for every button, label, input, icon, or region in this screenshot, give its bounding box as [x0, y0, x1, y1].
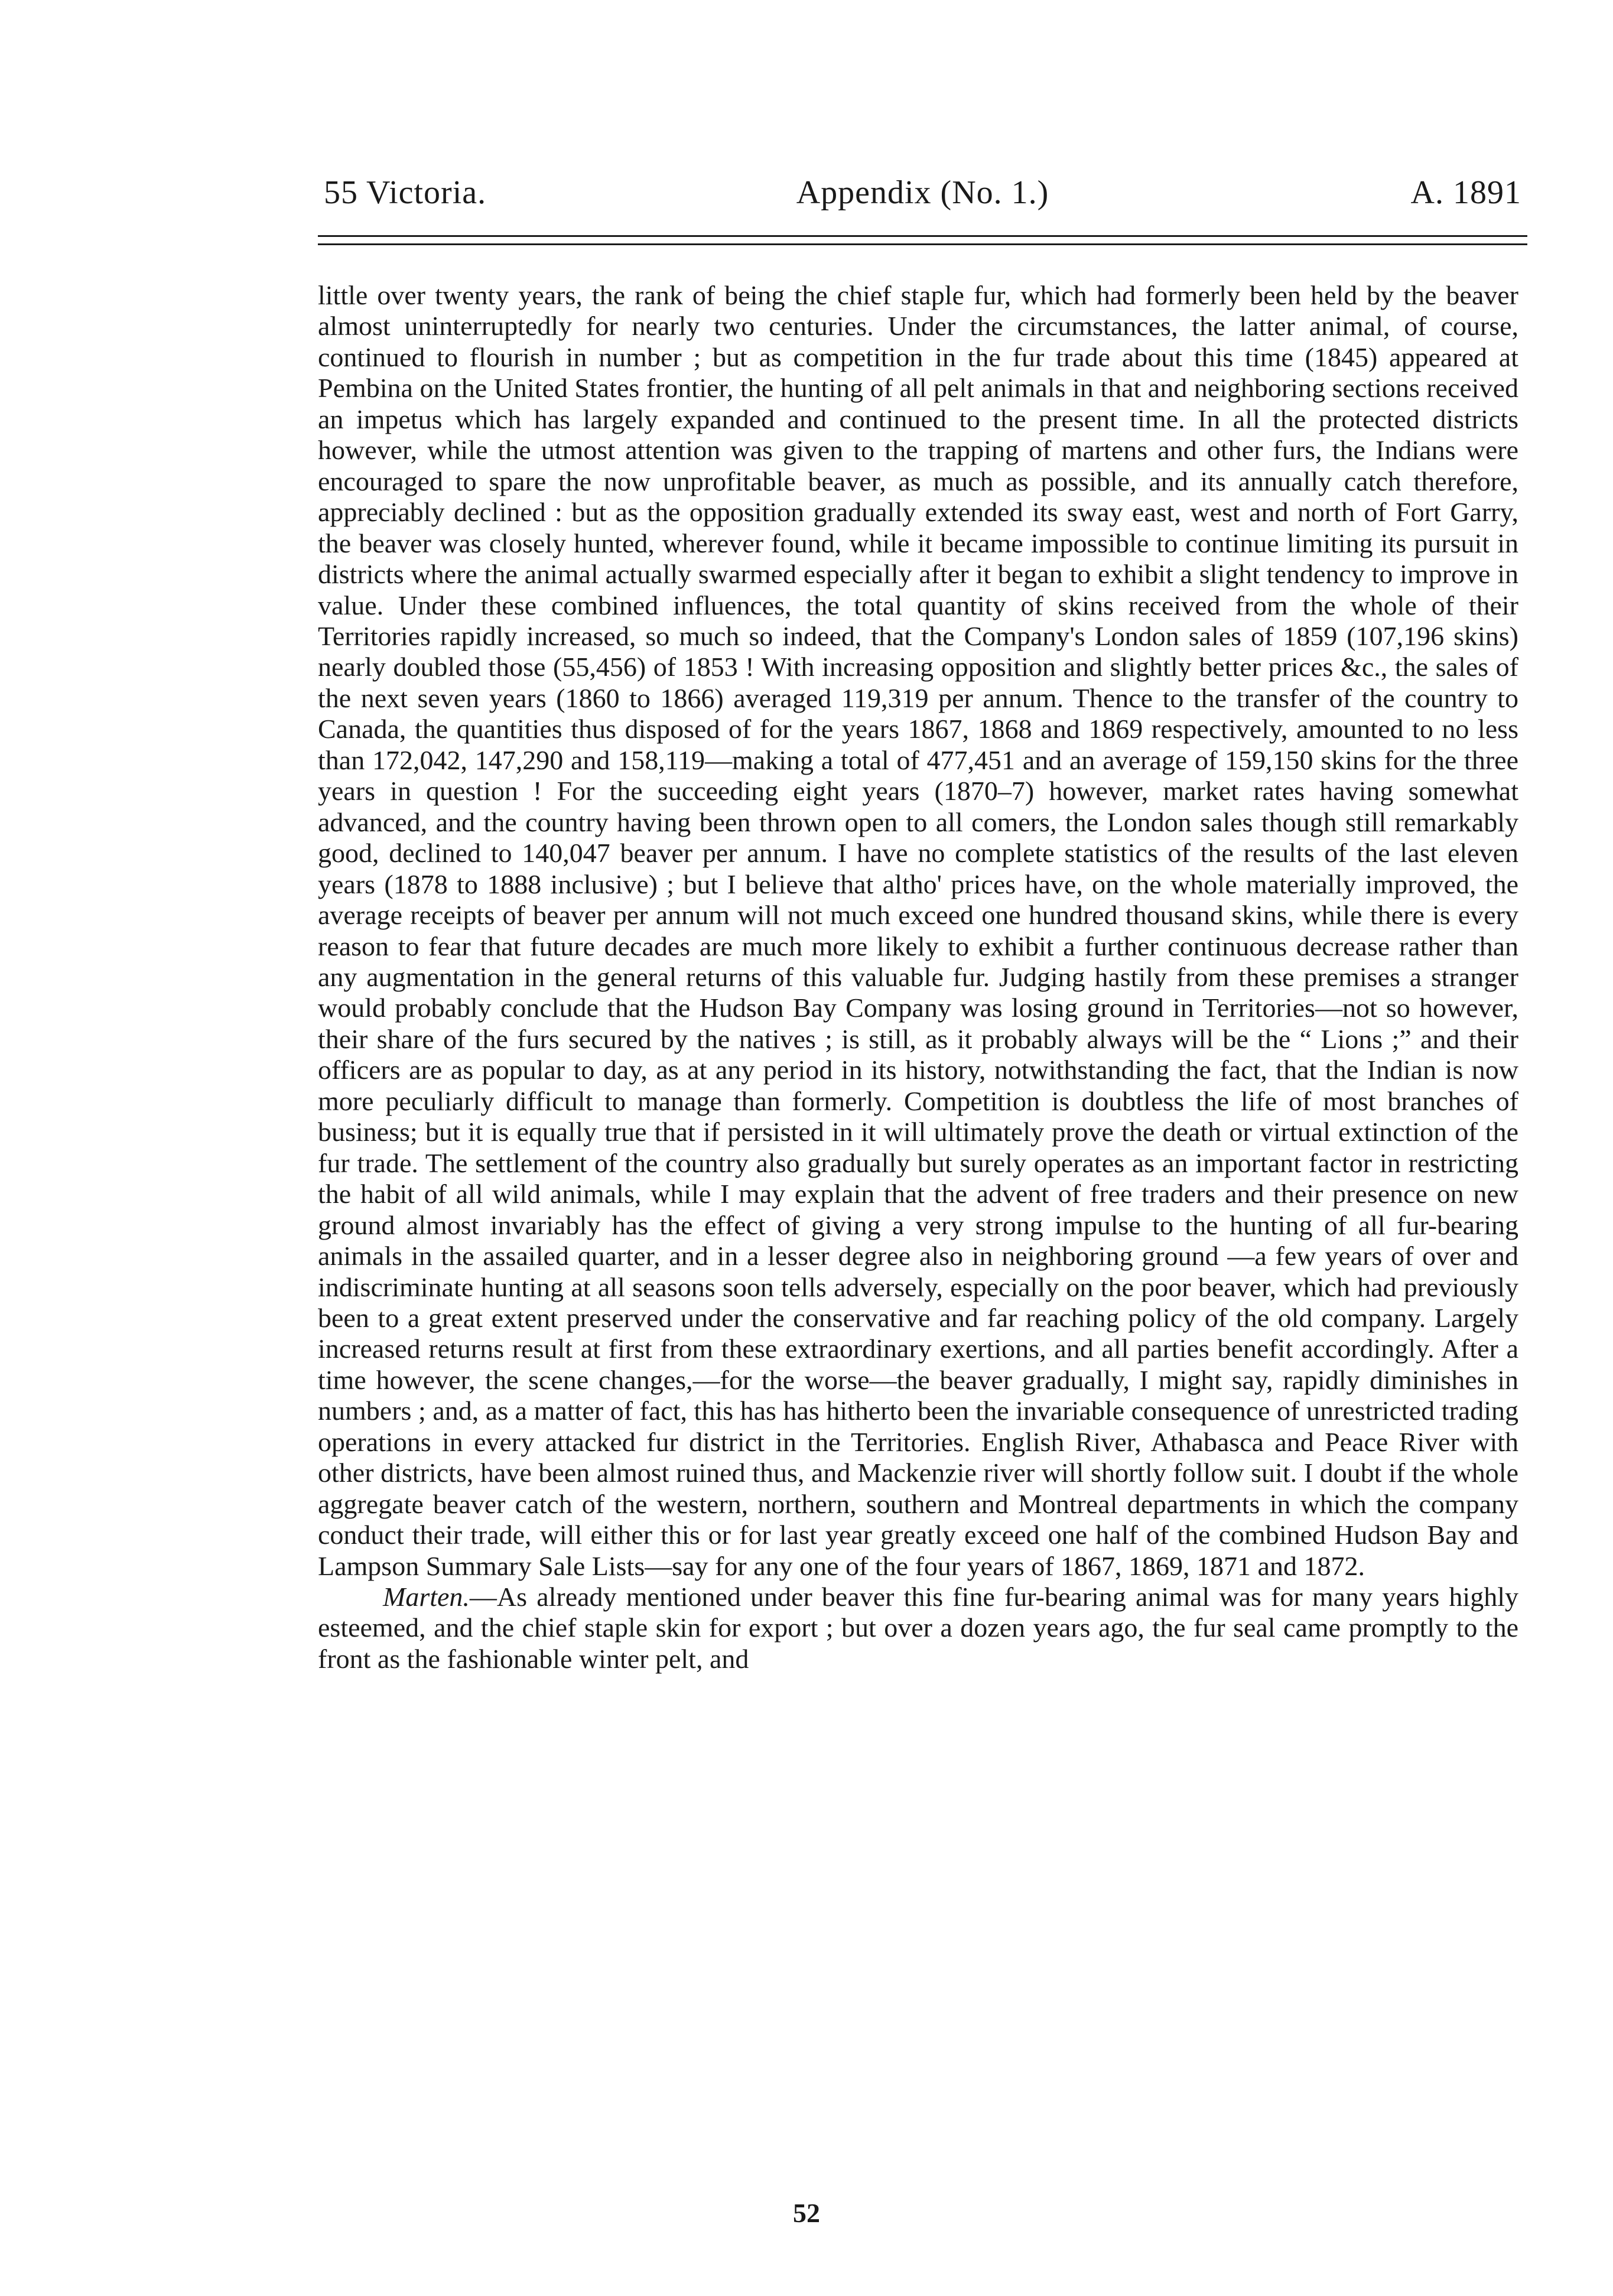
paragraph-beaver: little over twenty years, the rank of being the chief staple fur, which had formerly been held by the beaver almost uninterruptedly for nearly two centuries. Under the circumstances, the latter animal, of course, continued to flourish in number ; but as competition in the fur trade about this time (1845) appeared at Pembina on the United States frontier, the hunting of all pelt animals in that and neighboring sections received an impetus which has largely expanded and continued to the present time. In all the protected districts however, while the utmost attention was given to the trapping of martens and other furs, the Indians were encouraged to spare the now unprofitable beaver, as much as possible, and its annually catch therefore, appreciably declined : but as the opposition gradually extended its sway east, west and north of Fort Garry, the beaver was closely hunted, wherever found, while it became impossible to continue limiting its pursuit in districts where the animal actually swarmed especially after it began to exhibit a slight tendency to improve in value. Under these combined influences, the total quantity of skins received from the whole of their Territories rapidly increased, so much so indeed, that the Company's London sales of 1859 (107,196 skins) nearly doubled those (55,456) of 1853 ! With increasing opposition and slightly better prices &c., the sales of the next seven years (1860 to 1866) averaged 119,319 per annum. Thence to the transfer of the country to Canada, the quantities thus disposed of for the years 1867, 1868 and 1869 respectively, amounted to no less than 172,042, 147,290 and 158,119—making a total of 477,451 and an average of 159,150 skins for the three years in question ! For the succeeding eight years (1870–7) however, market rates having somewhat advanced, and the country having been thrown open to all comers, the London sales though still remarkably good, declined to 140,047 beaver per annum. I have no complete statistics of the results of the last eleven years (1878 to 1888 inclusive) ; but I believe that altho' prices have, on the whole materially improved, the average receipts of beaver per annum will not much exceed one hundred thousand skins, while there is every reason to fear that future decades are much more likely to exhibit a further continuous decrease rather than any augmentation in the general returns of this valuable fur. Judging hastily from these premises a stranger would probably conclude that the Hudson Bay Company was losing ground in Territories—not so however, their share of the furs secured by the natives ; is still, as it probably always will be the “ Lions ;” and their officers are as popular to day, as at any period in its history, notwithstanding the fact, that the Indian is now more peculiarly difficult to manage than formerly. Competition is doubtless the life of most branches of business; but it is equally true that if persisted in it will ultimately prove the death or virtual extinction of the fur trade. The settlement of the country also gradually but surely operates as an important factor in restricting the habit of all wild animals, while I may explain that the advent of free traders and their presence on new ground almost invariably has the effect of giving a very strong impulse to the hunting of all fur-bearing animals in the assailed quarter, and in a lesser degree also in neighboring ground —a few years of over and indiscriminate hunting at all seasons soon tells adversely, especially on the poor beaver, which had previously been to a great extent preserved under the conservative and far reaching policy of the old company. Largely increased returns result at first from these extraordinary exertions, and all parties benefit accordingly. After a time however, the scene changes,—for the worse—the beaver gradually, I might say, rapidly diminishes in numbers ; and, as a matter of fact, this has has hitherto been the invariable consequence of unrestricted trading operations in every attacked fur district in the Territories. English River, Athabasca and Peace River with other districts, have been almost ruined thus, and Mackenzie river will shortly follow suit. I doubt if the whole aggregate beaver catch of the western, northern, southern and Montreal departments in which the company conduct their trade, will either this or for last year greatly exceed one half of the combined Hudson Bay and Lampson Summary Sale Lists—say for any one of the four years of 1867, 1869, 1871 and 1872. [318, 280, 1518, 1581]
body-text [318, 280, 1518, 1674]
document-label: A. 1891 [1410, 174, 1521, 211]
session-label: 55 Victoria. [324, 174, 487, 211]
running-header [324, 169, 1521, 216]
page-number: 52 [793, 2198, 820, 2228]
marten-text: —As already mentioned under beaver this fine fur-bearing animal was for many years highly esteemed, and the chief staple skin for export ; but over a dozen years ago, the fur seal came promptly to the front as the fashionable winter pelt, and [318, 1582, 1518, 1674]
appendix-label: Appendix (No. 1.) [796, 174, 1049, 211]
header-rule-top [318, 235, 1527, 237]
marten-heading: Marten. [383, 1582, 470, 1612]
paragraph-marten [318, 1582, 1518, 1674]
header-rule-bottom [318, 243, 1527, 245]
